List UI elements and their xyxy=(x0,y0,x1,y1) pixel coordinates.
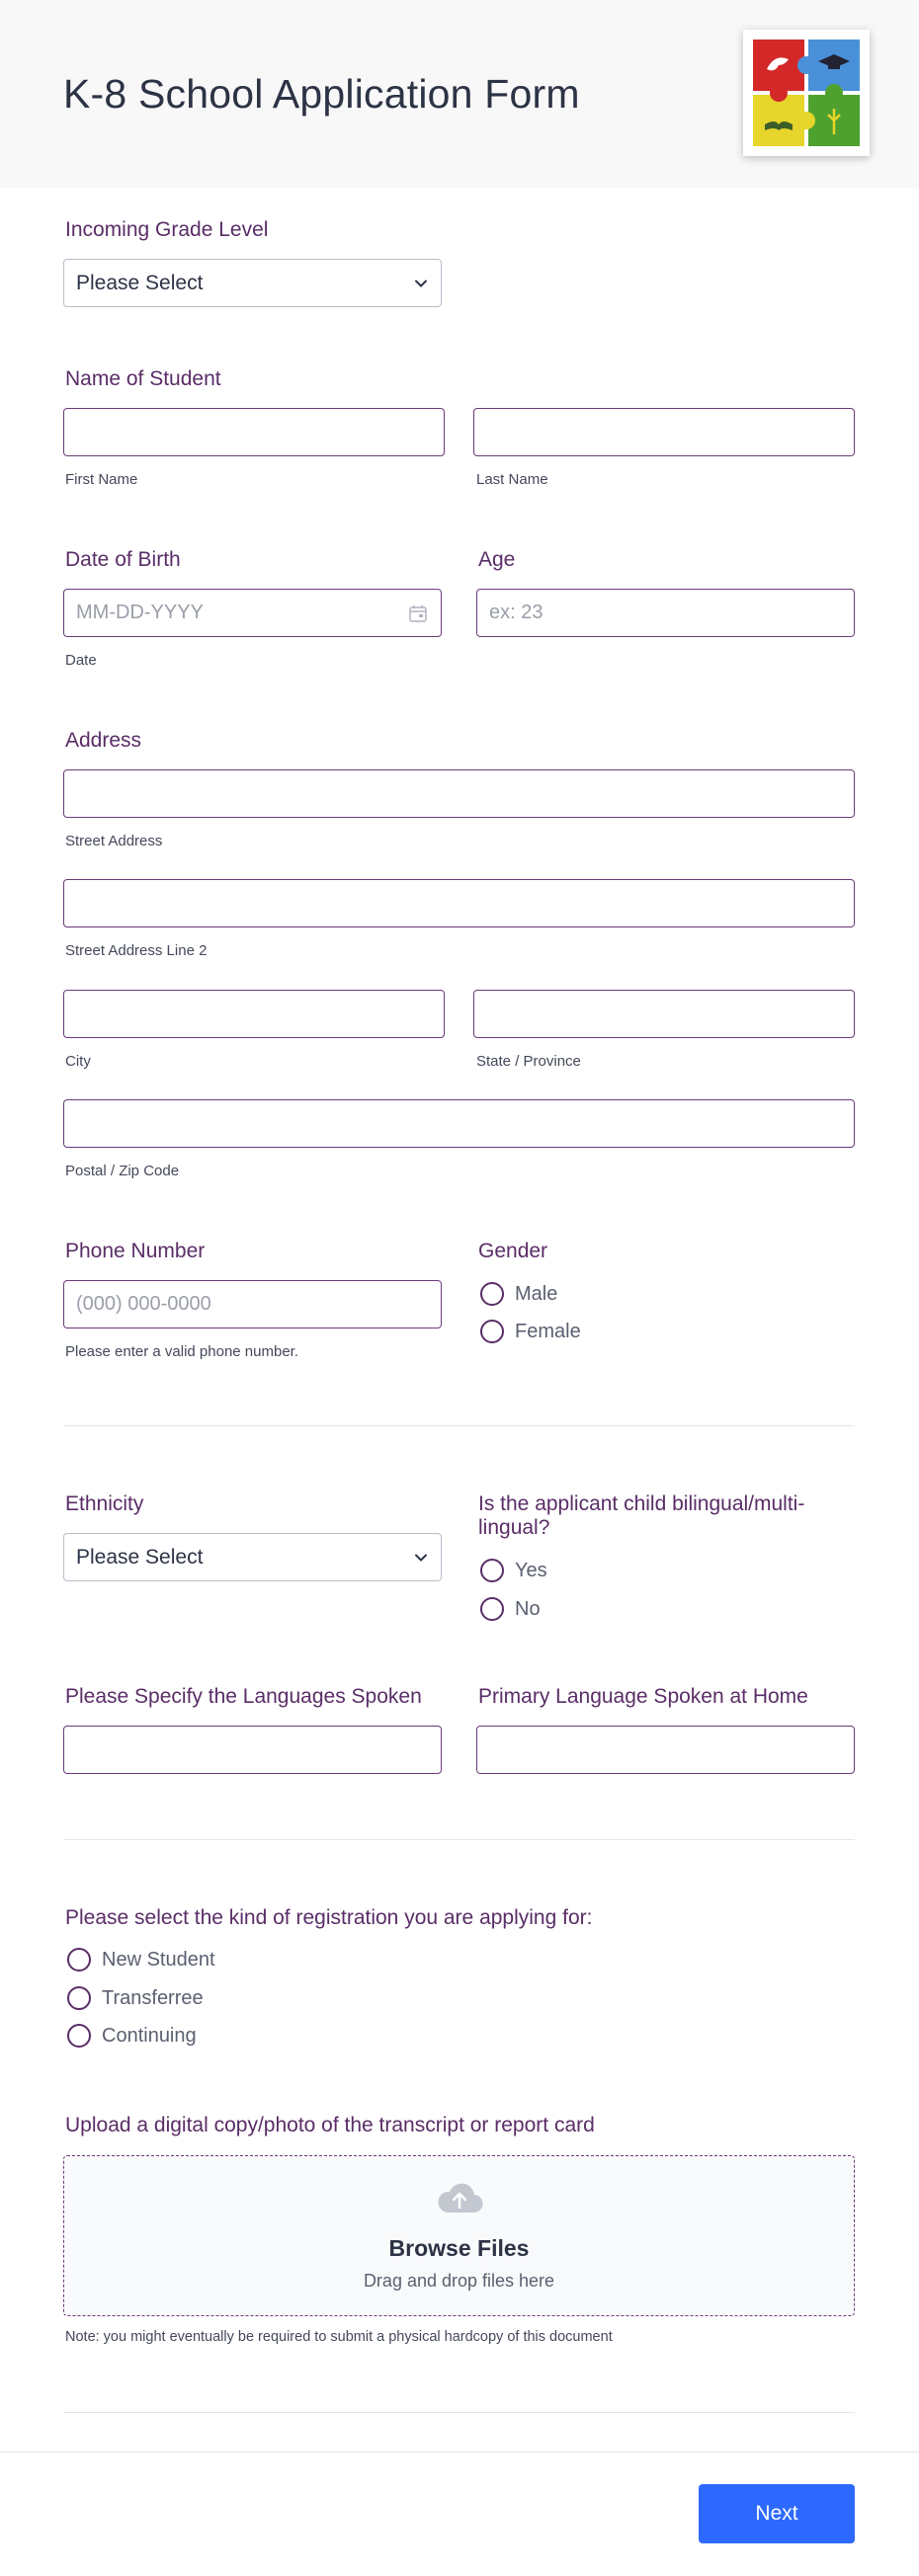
gender-label: Gender xyxy=(478,1240,548,1262)
languages-label: Please Specify the Languages Spoken xyxy=(65,1685,422,1708)
age-field[interactable] xyxy=(476,589,855,637)
radio-label: Male xyxy=(515,1282,558,1305)
next-button[interactable]: Next xyxy=(699,2484,855,2543)
street-address-2-sublabel: Street Address Line 2 xyxy=(65,942,208,959)
radio-label: Female xyxy=(515,1320,581,1342)
registration-option-continuing[interactable] xyxy=(67,2022,197,2050)
bilingual-option-yes[interactable] xyxy=(480,1557,547,1584)
chevron-down-icon xyxy=(413,1550,429,1566)
radio-circle[interactable] xyxy=(67,1948,91,1972)
cloud-upload-icon xyxy=(436,2182,483,2214)
age-label: Age xyxy=(478,548,516,571)
radio-circle[interactable] xyxy=(480,1559,504,1582)
section-divider xyxy=(63,1425,855,1426)
languages-field[interactable] xyxy=(63,1726,442,1774)
first-name-sublabel: First Name xyxy=(65,471,138,488)
drag-drop-hint: Drag and drop files here xyxy=(363,2271,555,2291)
street-address-field[interactable] xyxy=(63,769,855,818)
phone-sublabel: Please enter a valid phone number. xyxy=(65,1343,298,1360)
grade-select[interactable] xyxy=(63,259,442,307)
section-divider xyxy=(63,2412,855,2413)
radio-label: Yes xyxy=(515,1559,547,1581)
ethnicity-select-value: Please Select xyxy=(76,1546,204,1569)
registration-option-new-student[interactable] xyxy=(67,1946,215,1973)
radio-circle[interactable] xyxy=(67,1986,91,2010)
ethnicity-select[interactable] xyxy=(63,1533,442,1581)
radio-circle[interactable] xyxy=(67,2024,91,2048)
dob-input[interactable] xyxy=(64,590,441,636)
browse-files-button[interactable]: Browse Files xyxy=(388,2235,530,2261)
radio-label: New Student xyxy=(102,1948,215,1971)
home-language-field[interactable] xyxy=(476,1726,855,1774)
age-input[interactable] xyxy=(477,590,854,636)
footer-divider xyxy=(0,2452,919,2453)
gender-option-female[interactable] xyxy=(480,1318,581,1345)
street-address-2-field[interactable] xyxy=(63,879,855,927)
grade-label: Incoming Grade Level xyxy=(65,218,269,241)
home-language-label: Primary Language Spoken at Home xyxy=(478,1685,808,1708)
address-label: Address xyxy=(65,729,142,752)
street-address-sublabel: Street Address xyxy=(65,833,163,849)
school-logo xyxy=(743,30,870,156)
chevron-down-icon xyxy=(413,276,429,291)
registration-option-transferree[interactable] xyxy=(67,1984,204,2012)
state-field[interactable] xyxy=(473,990,855,1038)
puzzle-logo-icon xyxy=(753,40,860,146)
dob-field[interactable] xyxy=(63,589,442,637)
zip-field[interactable] xyxy=(63,1099,855,1148)
grade-select-value: Please Select xyxy=(76,272,204,294)
dob-label: Date of Birth xyxy=(65,548,181,571)
radio-circle[interactable] xyxy=(480,1597,504,1621)
radio-label: Transferree xyxy=(102,1986,204,2009)
upload-label: Upload a digital copy/photo of the transcript or report card xyxy=(65,2114,595,2136)
bilingual-label: Is the applicant child bilingual/multi-lingual? xyxy=(478,1492,805,1539)
calendar-icon[interactable] xyxy=(408,604,428,623)
state-sublabel: State / Province xyxy=(476,1053,581,1070)
student-name-label: Name of Student xyxy=(65,367,221,390)
zip-sublabel: Postal / Zip Code xyxy=(65,1163,180,1179)
phone-label: Phone Number xyxy=(65,1240,206,1262)
first-name-field[interactable] xyxy=(63,408,445,456)
last-name-sublabel: Last Name xyxy=(476,471,548,488)
radio-label: Continuing xyxy=(102,2024,197,2047)
section-divider xyxy=(63,1839,855,1840)
file-upload-dropzone[interactable] xyxy=(63,2155,855,2316)
radio-circle[interactable] xyxy=(480,1320,504,1343)
radio-circle[interactable] xyxy=(480,1282,504,1306)
upload-note: Note: you might eventually be required to submit a physical hardcopy of this document xyxy=(65,2329,613,2345)
gender-option-male[interactable] xyxy=(480,1280,557,1308)
last-name-field[interactable] xyxy=(473,408,855,456)
phone-field[interactable] xyxy=(63,1280,442,1328)
ethnicity-label: Ethnicity xyxy=(65,1492,144,1515)
registration-label: Please select the kind of registration you are applying for: xyxy=(65,1906,593,1929)
radio-label: No xyxy=(515,1597,541,1620)
bilingual-option-no[interactable] xyxy=(480,1595,541,1623)
city-sublabel: City xyxy=(65,1053,91,1070)
form-title: K-8 School Application Form xyxy=(63,71,580,117)
phone-input[interactable] xyxy=(64,1281,441,1328)
city-field[interactable] xyxy=(63,990,445,1038)
form-header xyxy=(0,0,919,188)
dob-sublabel: Date xyxy=(65,652,97,669)
